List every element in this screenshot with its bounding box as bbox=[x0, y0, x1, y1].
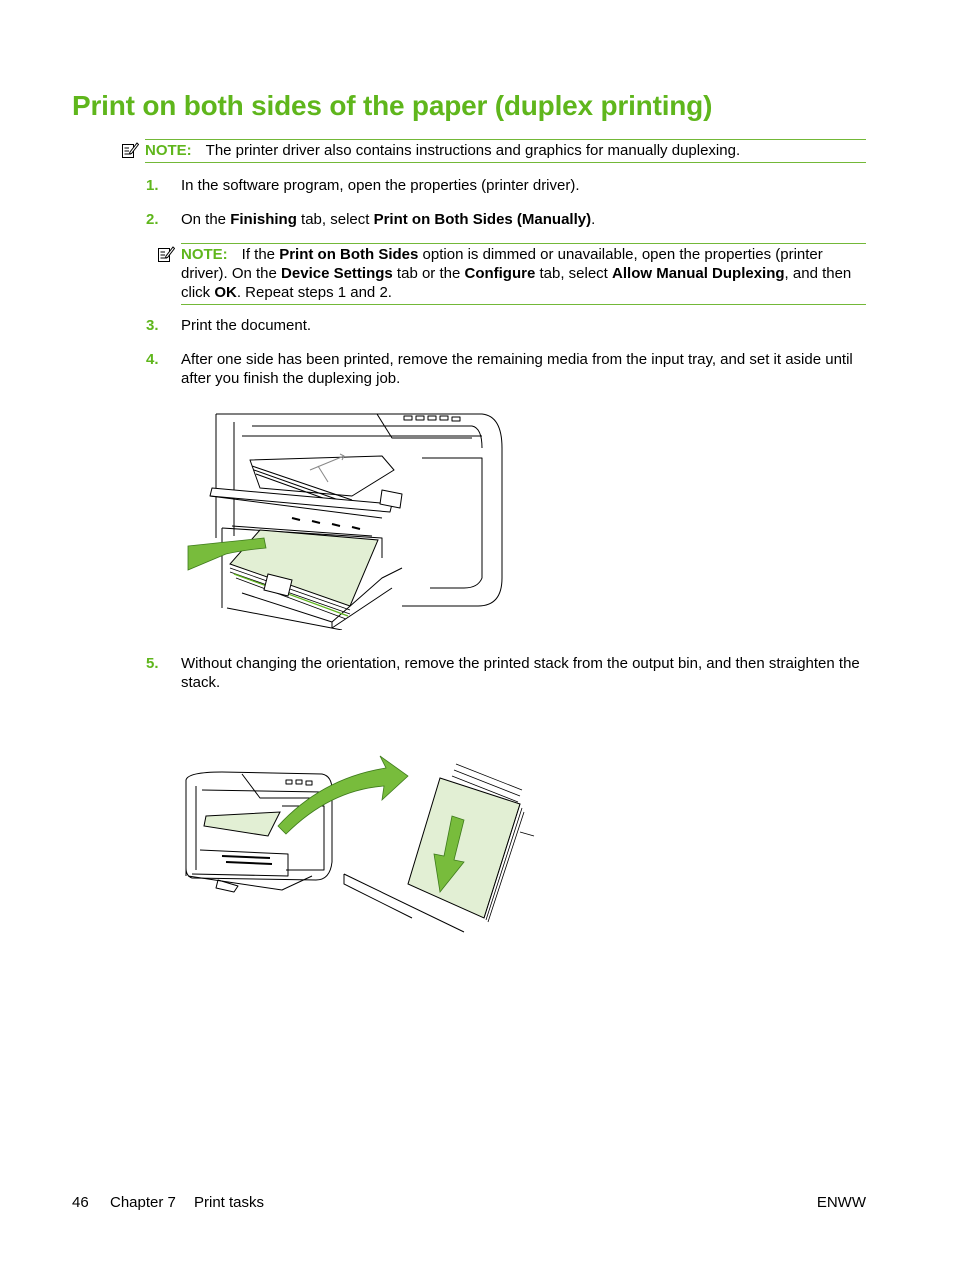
note-pencil-icon bbox=[157, 245, 175, 263]
step-number: 3. bbox=[146, 317, 159, 334]
note-label: NOTE: bbox=[181, 246, 228, 263]
finishing-tab-name: Finishing bbox=[230, 211, 297, 228]
note-text: The printer driver also contains instructions and graphics for manually duplexing. bbox=[205, 142, 741, 159]
step-text: Without changing the orientation, remove the printed stack from the output bin, and then straighten the stack. bbox=[181, 655, 860, 691]
note-box: NOTE: If the Print on Both Sides option is dimmed or unavailable, open the properties (printer driver). On the Device Settings tab or the Configure tab, select Allow Manual Duplexing, and then click OK. Repeat steps 1 and 2. bbox=[181, 243, 866, 305]
step-text: In the software program, open the properties (printer driver). bbox=[181, 177, 580, 194]
step-number: 5. bbox=[146, 655, 159, 672]
chapter-label: Chapter 7 bbox=[110, 1194, 176, 1211]
section-label: Print tasks bbox=[194, 1194, 265, 1211]
printer-input-tray-illustration bbox=[182, 408, 506, 630]
note-label: NOTE: bbox=[145, 142, 192, 159]
step-number: 1. bbox=[146, 177, 159, 194]
publisher-code: ENWW bbox=[816, 1194, 866, 1211]
step-text: On the Finishing tab, select Print on Both Sides (Manually). bbox=[181, 211, 596, 228]
step-text: After one side has been printed, remove the remaining media from the input tray, and set it aside until after you finish the duplexing job. bbox=[181, 351, 853, 387]
step-number: 4. bbox=[146, 351, 159, 368]
printer-output-stack-illustration bbox=[182, 750, 542, 935]
option-name: Print on Both Sides (Manually) bbox=[373, 211, 592, 228]
note-pencil-icon bbox=[121, 141, 139, 159]
page-title: Print on both sides of the paper (duplex printing) bbox=[72, 90, 713, 121]
step-number: 2. bbox=[146, 211, 159, 228]
page-number: 46 bbox=[72, 1194, 89, 1211]
note-box bbox=[145, 139, 866, 163]
step-text: Print the document. bbox=[181, 317, 312, 334]
